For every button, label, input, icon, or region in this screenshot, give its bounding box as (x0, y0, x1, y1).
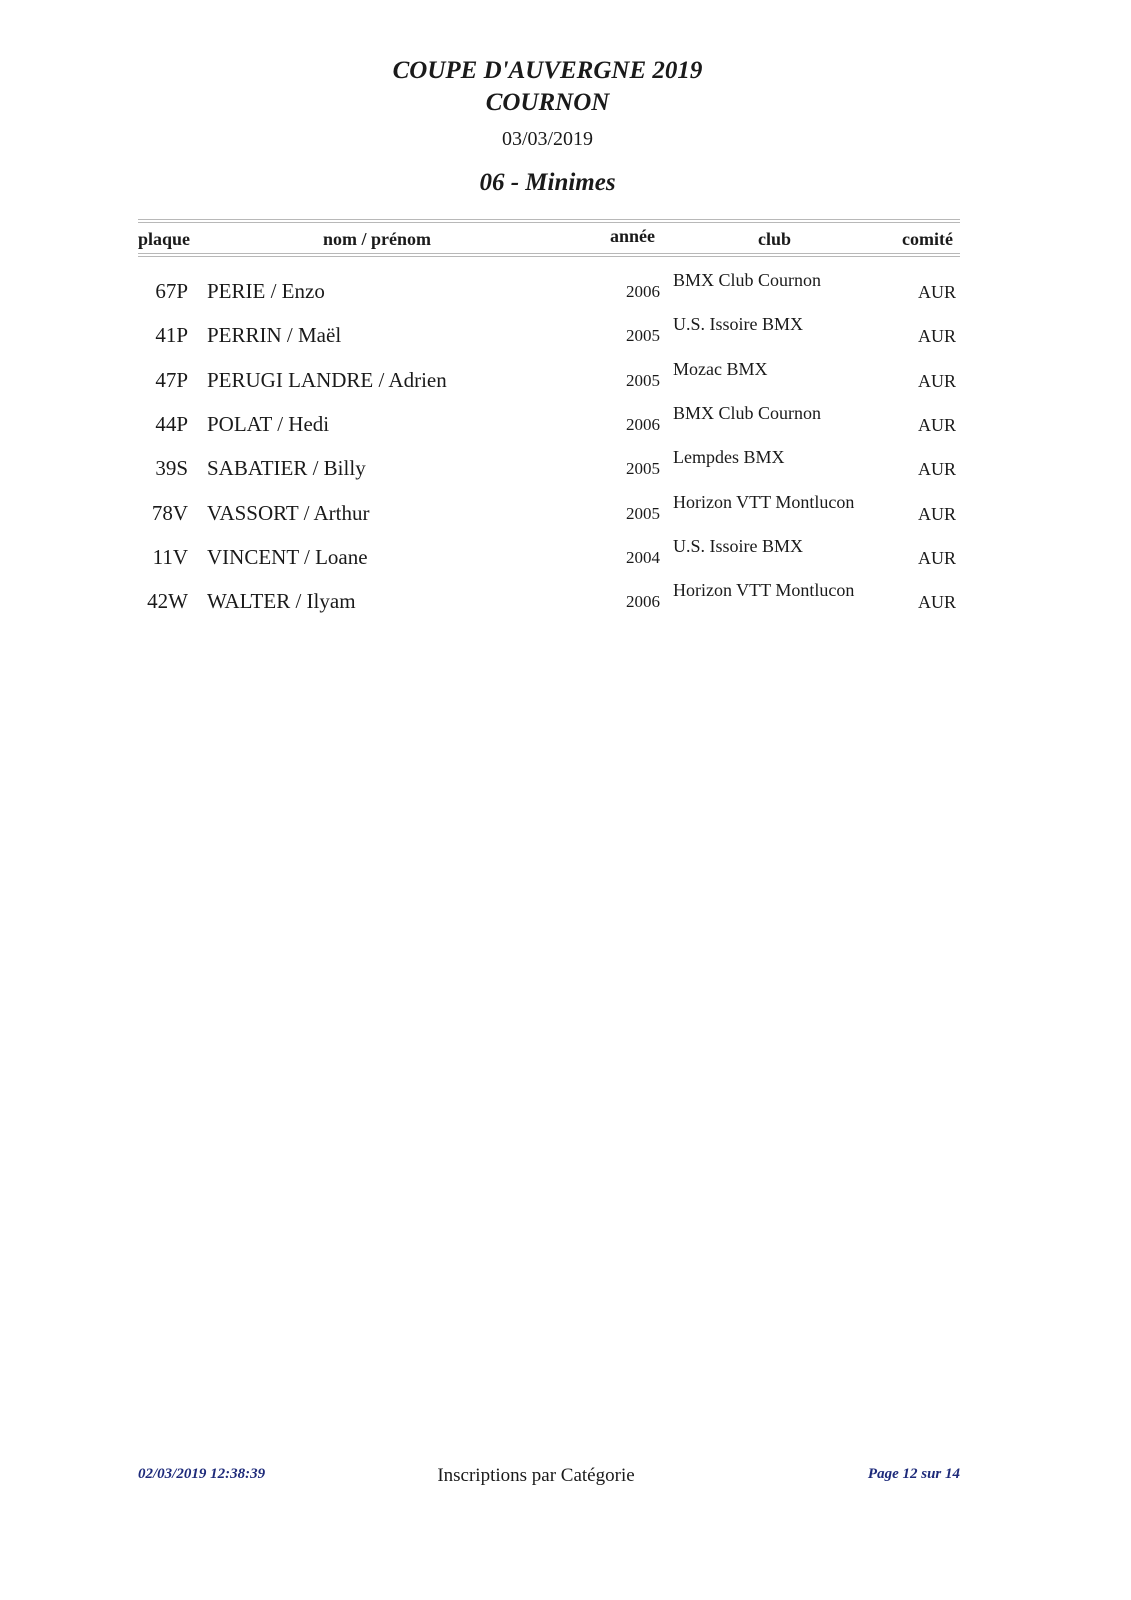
cell-nom: VINCENT / Loane (207, 544, 368, 569)
table-row (0, 308, 1131, 352)
cell-comite: AUR (917, 459, 956, 480)
table-row (0, 574, 1131, 618)
header-rule-bottom (138, 253, 960, 254)
cell-plaque: 78V (151, 500, 188, 525)
cell-annee: 2006 (626, 282, 660, 301)
print-timestamp: 02/03/2019 12:38:39 (138, 1466, 266, 1482)
cell-annee: 2005 (626, 326, 660, 346)
table-row (0, 353, 1131, 397)
cell-annee: 2006 (626, 414, 660, 434)
cell-club: U.S. Issoire BMX (673, 314, 804, 335)
header-rule-top (138, 219, 960, 220)
table-row (0, 486, 1131, 530)
cell-club: U.S. Issoire BMX (673, 535, 804, 556)
cell-nom: PERUGI LANDRE / Adrien (207, 367, 447, 392)
cell-annee: 2005 (626, 459, 660, 479)
cell-club: Mozac BMX (673, 358, 768, 379)
cell-comite: AUR (917, 326, 956, 347)
col-club-header: club (758, 229, 792, 249)
cell-plaque: 11V (152, 544, 188, 569)
table-row (0, 397, 1131, 441)
cell-nom: WALTER / Ilyam (207, 589, 356, 614)
cell-plaque: 41P (155, 323, 188, 348)
cell-nom: POLAT / Hedi (207, 411, 330, 436)
page-number: Page 12 sur 14 (867, 1466, 960, 1482)
cell-comite: AUR (917, 282, 956, 302)
table-row (0, 530, 1131, 574)
cell-annee: 2005 (626, 370, 660, 390)
event-date: 03/03/2019 (501, 128, 594, 150)
cell-annee: 2006 (626, 592, 660, 612)
col-annee-header: année (610, 226, 655, 246)
cell-plaque: 44P (155, 411, 188, 436)
header-rule-bottom-2 (138, 256, 960, 257)
event-title: COUPE D'AUVERGNE 2019 (392, 57, 703, 84)
cell-club: BMX Club Cournon (673, 402, 822, 423)
cell-club: Horizon VTT Montlucon (673, 580, 855, 601)
cell-annee: 2004 (626, 547, 660, 567)
cell-comite: AUR (917, 547, 956, 568)
cell-nom: PERRIN / Maël (207, 323, 342, 348)
col-plaque-header: plaque (138, 229, 191, 249)
cell-plaque: 47P (155, 367, 188, 392)
cell-nom: PERIE / Enzo (207, 279, 325, 303)
event-location: COURNON (485, 89, 610, 116)
cell-plaque: 39S (155, 456, 188, 481)
col-comite-header: comité (902, 229, 953, 249)
cell-comite: AUR (917, 592, 956, 613)
col-nom-header: nom / prénom (323, 229, 431, 249)
table-row (0, 264, 1131, 308)
cell-comite: AUR (917, 503, 956, 524)
header-rule-top-2 (138, 222, 960, 223)
category-title: 06 - Minimes (479, 169, 616, 196)
cell-annee: 2005 (626, 503, 660, 523)
cell-plaque: 42W (147, 589, 188, 614)
cell-nom: SABATIER / Billy (207, 456, 366, 481)
cell-comite: AUR (917, 370, 956, 391)
cell-club: BMX Club Cournon (673, 270, 822, 290)
cell-comite: AUR (917, 414, 956, 435)
cell-club: Horizon VTT Montlucon (673, 491, 855, 512)
table-row (0, 441, 1131, 485)
report-name: Inscriptions par Catégorie (437, 1465, 635, 1486)
cell-club: Lempdes BMX (673, 447, 785, 468)
cell-nom: VASSORT / Arthur (207, 500, 370, 525)
cell-plaque: 67P (155, 279, 188, 303)
